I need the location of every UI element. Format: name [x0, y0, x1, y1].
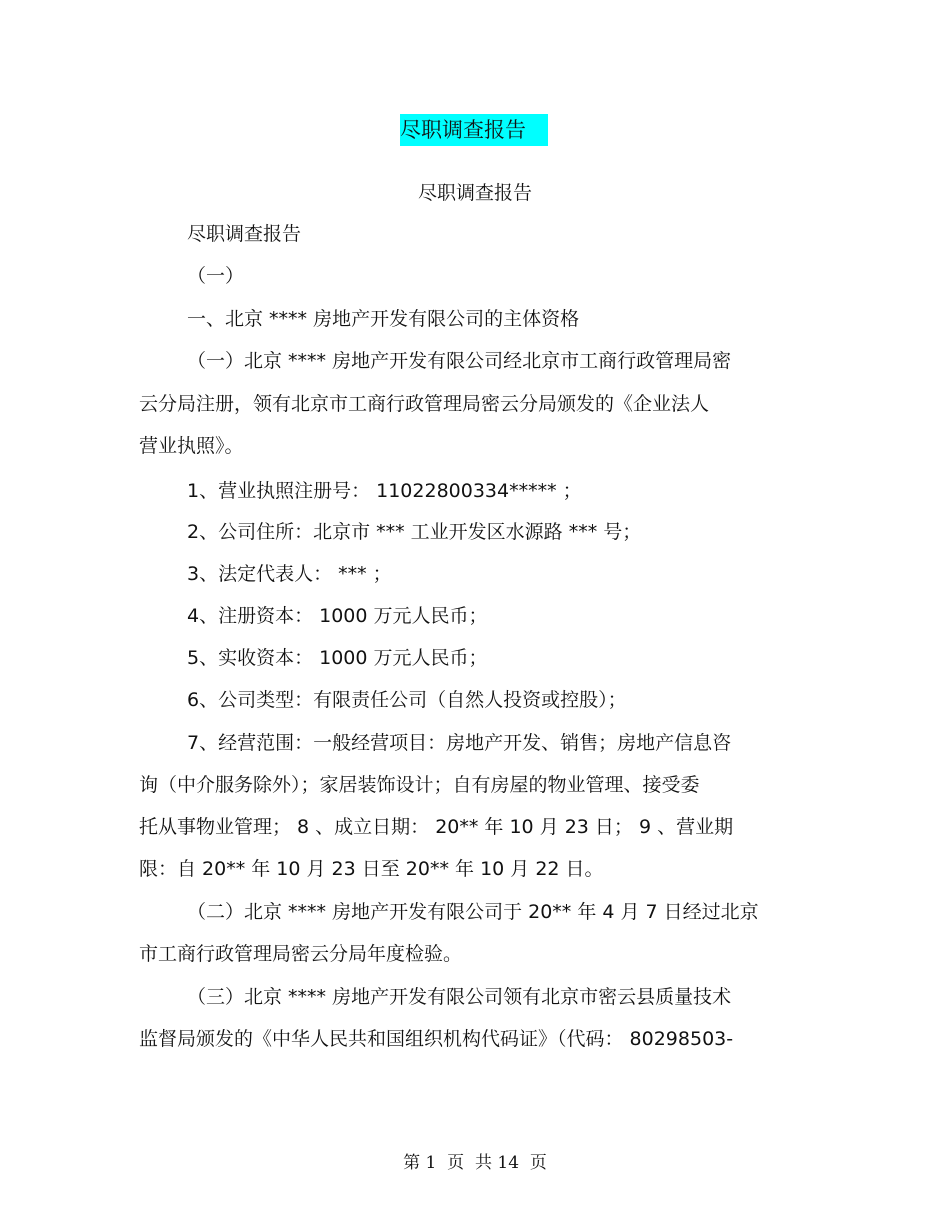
body-line: 托从事物业管理； 8 、成立日期： 20** 年 10 月 23 日； 9 、营业期 — [139, 816, 734, 838]
body-line: 1、营业执照注册号： 11022800334***** ； — [187, 480, 582, 502]
body-line: 7、经营范围：一般经营项目：房地产开发、销售；房地产信息咨 — [187, 732, 732, 754]
document-subtitle: 尽职调查报告 — [417, 182, 532, 204]
body-line: 限：自 20** 年 10 月 23 日至 20** 年 10 月 22 日。 — [139, 858, 604, 880]
body-line: （一）北京 **** 房地产开发有限公司经北京市工商行政管理局密 — [187, 350, 732, 372]
body-line: 3、法定代表人： *** ； — [187, 563, 392, 585]
body-line: 5、实收资本： 1000 万元人民币； — [187, 647, 488, 669]
body-line: 2、公司住所：北京市 *** 工业开发区水源路 *** 号； — [187, 521, 642, 543]
body-line: 营业执照》。 — [139, 435, 244, 457]
body-line: （一） — [187, 265, 245, 287]
body-line: 6、公司类型：有限责任公司（自然人投资或控股）； — [187, 689, 627, 711]
body-line: 尽职调查报告 — [187, 223, 302, 245]
body-line: 询（中介服务除外）；家居装饰设计；自有房屋的物业管理、接受委 — [139, 774, 700, 796]
body-line: 市工商行政管理局密云分局年度检验。 — [139, 943, 463, 965]
body-line: （三）北京 **** 房地产开发有限公司领有北京市密云县质量技术 — [187, 986, 732, 1008]
page-footer: 第 1 页 共 14 页 — [403, 1153, 547, 1173]
body-line: 监督局颁发的《中华人民共和国组织机构代码证》（代码： 80298503- — [139, 1028, 734, 1050]
body-line: （二）北京 **** 房地产开发有限公司于 20** 年 4 月 7 日经过北京 — [187, 901, 759, 923]
document-title: 尽职调查报告 — [400, 114, 548, 146]
body-line: 一、北京 **** 房地产开发有限公司的主体资格 — [187, 308, 580, 330]
body-line: 云分局注册，领有北京市工商行政管理局密云分局颁发的《企业法人 — [139, 393, 710, 415]
body-line: 4、注册资本： 1000 万元人民币； — [187, 605, 488, 627]
